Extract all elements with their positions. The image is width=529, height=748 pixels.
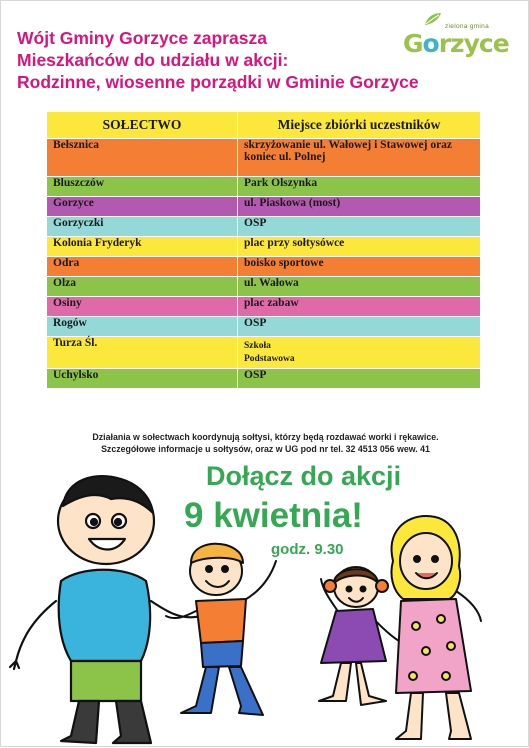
heading-line-2: Mieszkańców do udziału w akcji: [17, 50, 289, 70]
village-cell: Osiny [47, 297, 238, 317]
place-cell: OSP [238, 217, 481, 237]
boy-figure [166, 544, 276, 715]
village-cell: Uchylsko [47, 369, 238, 389]
place-cell: boisko sportowe [238, 257, 481, 277]
village-cell: Turza Śl. [47, 337, 238, 369]
logo-word-rest: rzyce [438, 29, 509, 58]
girl-figure [319, 567, 399, 705]
header-village: SOŁECTWO [47, 112, 238, 139]
table-row [47, 369, 481, 389]
cta-time: godz. 9.30 [271, 541, 344, 558]
table-header-row [47, 112, 481, 139]
place-cell: OSP [238, 369, 481, 389]
mom-figure [391, 516, 481, 739]
schedule-table [46, 111, 481, 389]
place-line-1: Szkoła [244, 341, 271, 351]
gorzyce-logo [401, 9, 509, 63]
cta-date: 9 kwietnia! [184, 496, 363, 535]
table-row [47, 217, 481, 237]
village-cell: Gorzyce [47, 197, 238, 217]
logo-letter-o: o [422, 29, 439, 58]
place-cell: ul. Wałowa [238, 277, 481, 297]
place-cell: plac zabaw [238, 297, 481, 317]
logo-tagline: zielona gmina [445, 23, 490, 30]
table-row [47, 197, 481, 217]
table-row [47, 139, 481, 177]
village-cell: Gorzyczki [47, 217, 238, 237]
village-cell: Bluszczów [47, 177, 238, 197]
header-place: Miejsce zbiórki uczestników [238, 112, 481, 139]
info-note [31, 431, 500, 455]
village-cell: Rogów [47, 317, 238, 337]
place-cell: skrzyżowanie ul. Wałowej i Stawowej oraz koniec ul. Polnej [238, 139, 481, 177]
heading-line-3: Rodzinne, wiosenne porządki w Gminie Gorzyce [17, 72, 419, 92]
place-line-2: Podstawowa [244, 354, 295, 364]
table-row [47, 257, 481, 277]
place-cell: plac przy sołtysówce [238, 237, 481, 257]
place-cell [238, 337, 481, 369]
dad-figure [10, 476, 201, 743]
place-cell: OSP [238, 317, 481, 337]
leaf-icon [423, 11, 445, 27]
village-cell: Olza [47, 277, 238, 297]
note-line-2: Szczegółowe informacje u sołtysów, oraz w UG pod nr tel. 32 4513 056 wew. 41 [101, 444, 430, 454]
logo-wordmark [403, 29, 509, 58]
table-row [47, 277, 481, 297]
note-line-1: Działania w sołectwach koordynują sołtysi, którzy będą rozdawać worki i rękawice. [92, 432, 439, 442]
logo-letter-g: G [403, 29, 423, 58]
cta-join: Dołącz do akcji [206, 461, 402, 491]
village-cell: Odra [47, 257, 238, 277]
heading-line-1: Wójt Gminy Gorzyce zaprasza [17, 28, 267, 48]
table-row [47, 177, 481, 197]
place-cell: Park Olszynka [238, 177, 481, 197]
table-row [47, 297, 481, 317]
table-row [47, 337, 481, 369]
table-row [47, 237, 481, 257]
table-row [47, 317, 481, 337]
village-cell: Bełsznica [47, 139, 238, 177]
place-cell: ul. Piaskowa (most) [238, 197, 481, 217]
village-cell: Kolonia Fryderyk [47, 237, 238, 257]
